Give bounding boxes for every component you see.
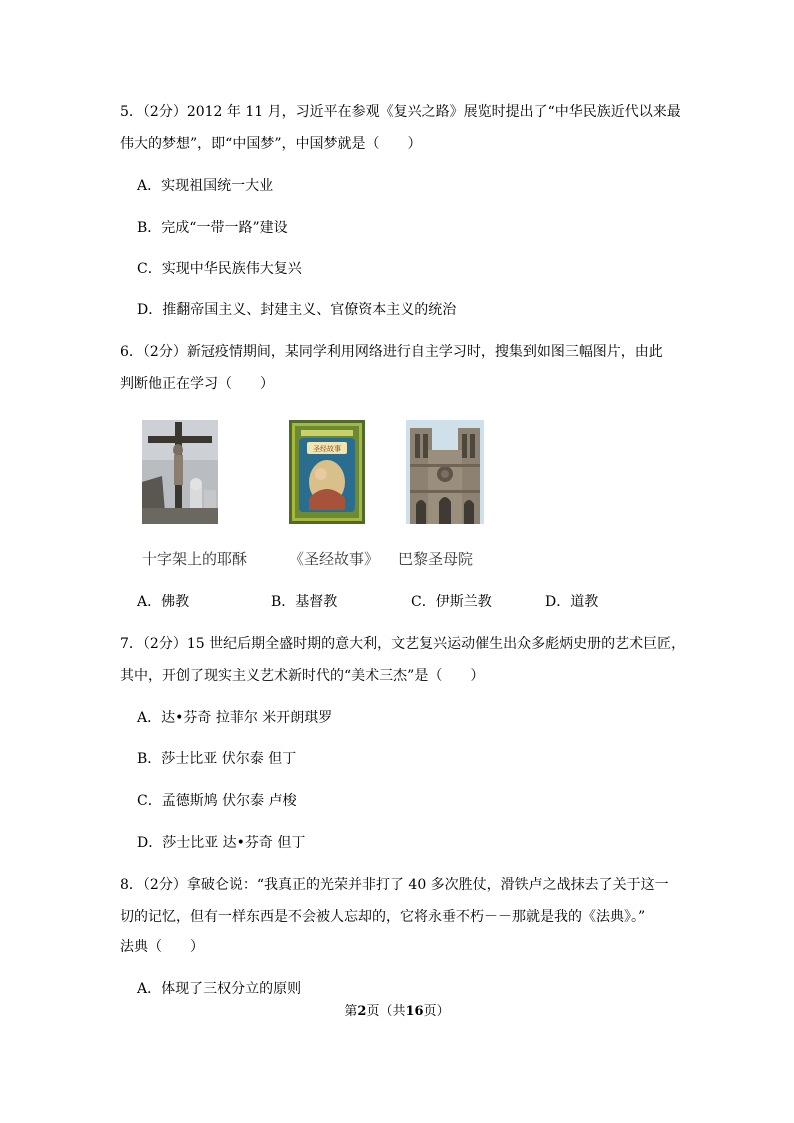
q7-option-d: D．莎士比亚 达•芬奇 但丁 (137, 835, 306, 851)
bible-stories-book-cover-icon (289, 420, 365, 524)
q5-option-a: A．实现祖国统一大业 (137, 178, 274, 194)
q6-stem-line1: 6．（2分）新冠疫情期间，某同学利用网络进行自主学习时，搜集到如图三幅图片，由此 (120, 344, 663, 360)
q5-option-b: B．完成“一带一路”建设 (137, 220, 288, 236)
q6-option-d: D．道教 (545, 594, 599, 610)
footer-suffix: 页） (423, 1004, 450, 1019)
q5-stem-line2: 伟大的梦想”，即“中国梦”，中国梦就是（ ） (120, 136, 422, 152)
q6-stem-line2: 判断他正在学习（ ） (120, 376, 274, 392)
q5-stem-line1: 5．（2分）2012 年 11 月，习近平在参观《复兴之路》展览时提出了“中华民族近代以来最 (120, 104, 681, 120)
book-cover-title: 圣经故事 (313, 445, 341, 453)
q8-option-a: A．体现了三权分立的原则 (137, 981, 302, 997)
q6-options-row (137, 592, 697, 612)
q7-stem-line2: 其中，开创了现实主义艺术新时代的“美术三杰”是（ ） (120, 668, 485, 684)
q5-option-d: D．推翻帝国主义、封建主义、官僚资本主义的统治 (137, 302, 457, 318)
q8-stem-line3: 法典（ ） (120, 939, 204, 955)
q6-option-b: B．基督教 (271, 594, 338, 610)
q7-option-b: B．莎士比亚 伏尔泰 但丁 (137, 751, 297, 767)
notre-dame-cathedral-photo-icon (406, 420, 484, 524)
q7-option-c: C．孟德斯鸠 伏尔泰 卢梭 (137, 793, 297, 809)
footer-page-number: 2 (357, 1004, 367, 1019)
q8-stem-line2: 切的记忆，但有一样东西是不会被人忘却的，它将永垂不朽－－那就是我的《法典》。” (120, 909, 646, 925)
footer-prefix: 第 (344, 1004, 358, 1019)
q7-option-a: A．达•芬奇 拉菲尔 米开朗琪罗 (137, 710, 333, 726)
page-footer (0, 1000, 794, 1019)
q7-stem-line1: 7．（2分）15 世纪后期全盛时期的意大利，文艺复兴运动催生出众多彪炳史册的艺术巨匠， (120, 636, 686, 652)
footer-middle: 页（共 (366, 1004, 406, 1019)
caption-bible-stories: 《圣经故事》 (289, 550, 380, 568)
crucifix-statue-photo-icon (142, 420, 218, 524)
q6-option-a: A．佛教 (137, 594, 190, 610)
q6-option-c: C．伊斯兰教 (411, 594, 492, 610)
caption-notre-dame: 巴黎圣母院 (398, 550, 474, 568)
q8-stem-line1: 8．（2分）拿破仑说：“我真正的光荣并非打了 40 多次胜仗，滑铁卢之战抹去了关于这一 (120, 877, 669, 893)
caption-crucifix: 十字架上的耶酥 (142, 550, 248, 568)
footer-total-pages: 16 (405, 1004, 424, 1019)
q5-option-c: C．实现中华民族伟大复兴 (137, 261, 302, 277)
